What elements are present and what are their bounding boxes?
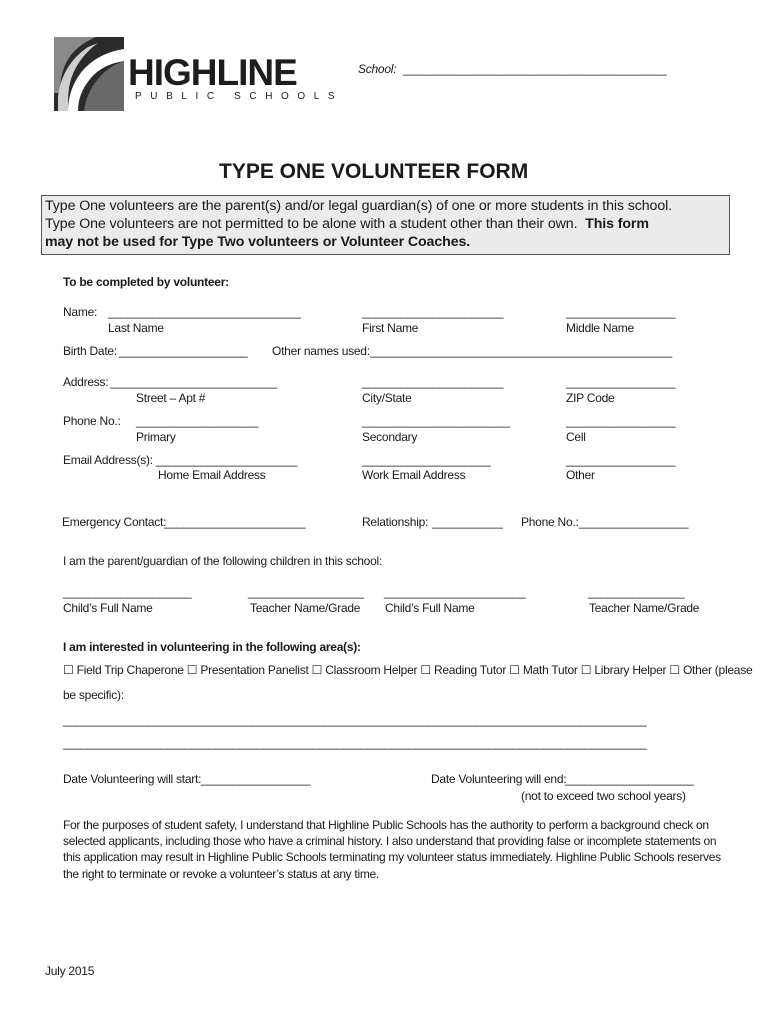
cell-caption: Cell: [566, 430, 586, 444]
logo-wordmark: HIGHLINE: [128, 52, 297, 93]
option-math-tutor[interactable]: Math Tutor: [522, 663, 578, 677]
home-email-field[interactable]: ______________________: [156, 453, 298, 467]
logo-subtitle: PUBLIC SCHOOLS: [135, 91, 344, 102]
email-label: Email Address(s):: [63, 453, 153, 467]
home-email-caption: Home Email Address: [158, 468, 266, 482]
checkbox[interactable]: ☐: [669, 663, 680, 677]
children-intro: I am the parent/guardian of the following children in this school:: [63, 554, 383, 568]
notice-line-1: Type One volunteers are the parent(s) and/or legal guardian(s) of one or more students in this school.: [45, 198, 673, 214]
phone-label: Phone No.:: [63, 414, 121, 428]
child-1-teacher-caption: Teacher Name/Grade: [250, 601, 361, 615]
start-date-field[interactable]: _________________: [201, 772, 311, 786]
option-presentation-panelist[interactable]: Presentation Panelist: [200, 663, 309, 677]
city-state-field[interactable]: ______________________: [362, 375, 504, 389]
child-2-name-field[interactable]: ______________________: [384, 585, 526, 599]
cell-phone-field[interactable]: _________________: [566, 414, 676, 428]
work-email-caption: Work Email Address: [362, 468, 466, 482]
checkbox[interactable]: ☐: [311, 663, 323, 677]
checkbox[interactable]: ☐: [63, 663, 74, 677]
birth-date-field[interactable]: ____________________: [119, 344, 248, 358]
child-2-teacher-caption: Teacher Name/Grade: [589, 601, 700, 615]
first-name-caption: First Name: [362, 321, 419, 335]
notice-line-2-text: Type One volunteers are not permitted to be alone with a student other than their own.: [45, 216, 578, 232]
option-reading-tutor[interactable]: Reading Tutor: [433, 663, 507, 677]
option-library-helper[interactable]: Library Helper: [594, 663, 667, 677]
other-email-caption: Other: [566, 468, 595, 482]
street-field[interactable]: __________________________: [110, 375, 278, 389]
highline-logo-mark: [54, 37, 124, 111]
other-email-field[interactable]: _________________: [566, 453, 676, 467]
child-1-teacher-field[interactable]: __________________: [248, 585, 364, 599]
option-field-trip[interactable]: Field Trip Chaperone: [76, 663, 184, 677]
work-email-field[interactable]: ____________________: [362, 453, 491, 467]
notice-line-3: may not be used for Type Two volunteers or Volunteer Coaches.: [45, 234, 471, 250]
checkbox[interactable]: ☐: [186, 663, 198, 677]
footer-date: July 2015: [45, 964, 95, 978]
middle-name-field[interactable]: _________________: [566, 305, 676, 319]
other-names-label: Other names used:: [272, 344, 370, 358]
notice-line-2: [45, 216, 649, 232]
zip-field[interactable]: _________________: [566, 375, 676, 389]
interests-continuation: be specific):: [63, 688, 124, 702]
checkbox[interactable]: ☐: [580, 663, 592, 677]
child-2-teacher-field[interactable]: _______________: [588, 585, 685, 599]
relationship-label: Relationship:: [362, 515, 429, 529]
street-caption: Street – Apt #: [136, 391, 206, 405]
disclaimer-paragraph: For the purposes of student safety, I understand that Highline Public Schools has the authority to perform a background check on selected applicants, including those who have a criminal history. I also understand that providing false or incomplete statements on this application may result in Highline Public Schools terminating my volunteer status immediately. Highline Public Schools reserves the right to terminate or revoke a volunteer’s status at any time.: [63, 818, 721, 881]
checkbox[interactable]: ☐: [509, 663, 520, 677]
checkbox[interactable]: ☐: [420, 663, 431, 677]
emergency-phone-field[interactable]: _________________: [579, 515, 689, 529]
interests-other-line-2[interactable]: ________________________________________________________________________________________________: [63, 736, 647, 750]
interests-heading: I am interested in volunteering in the following area(s):: [63, 640, 361, 654]
birth-date-label: Birth Date:: [63, 344, 117, 358]
interests-other-line-1[interactable]: ________________________________________________________________________________________________: [63, 713, 647, 727]
middle-name-caption: Middle Name: [566, 321, 634, 335]
primary-phone-field[interactable]: ___________________: [136, 414, 259, 428]
section-label: To be completed by volunteer:: [63, 275, 229, 289]
page-title: TYPE ONE VOLUNTEER FORM: [219, 160, 529, 183]
notice-line-2-bold: This form: [585, 216, 649, 232]
interest-options: [63, 663, 752, 677]
zip-caption: ZIP Code: [566, 391, 615, 405]
school-label: School:: [358, 62, 397, 76]
child-1-name-caption: Child’s Full Name: [63, 601, 153, 615]
end-date-note: (not to exceed two school years): [521, 789, 686, 803]
end-date-field[interactable]: ____________________: [565, 772, 694, 786]
city-state-caption: City/State: [362, 391, 412, 405]
secondary-phone-field[interactable]: _______________________: [362, 414, 510, 428]
address-label: Address:: [63, 375, 109, 389]
child-1-name-field[interactable]: ____________________: [63, 585, 192, 599]
school-field[interactable]: _________________________________________: [403, 62, 667, 76]
last-name-field[interactable]: ______________________________: [108, 305, 301, 319]
other-names-field[interactable]: _______________________________________________: [370, 344, 672, 358]
emergency-phone-label: Phone No.:: [521, 515, 579, 529]
emergency-contact-field[interactable]: ______________________: [164, 515, 306, 529]
last-name-caption: Last Name: [108, 321, 164, 335]
emergency-contact-label: Emergency Contact:: [62, 515, 167, 529]
relationship-field[interactable]: ___________: [432, 515, 503, 529]
notice-box: [41, 195, 730, 255]
end-date-label: Date Volunteering will end:: [431, 772, 567, 786]
first-name-field[interactable]: ______________________: [362, 305, 504, 319]
start-date-label: Date Volunteering will start:: [63, 772, 202, 786]
option-classroom-helper[interactable]: Classroom Helper: [325, 663, 418, 677]
secondary-caption: Secondary: [362, 430, 418, 444]
name-label: Name:: [63, 305, 98, 319]
child-2-name-caption: Child’s Full Name: [385, 601, 475, 615]
option-other[interactable]: Other (please: [682, 663, 753, 677]
primary-caption: Primary: [136, 430, 176, 444]
